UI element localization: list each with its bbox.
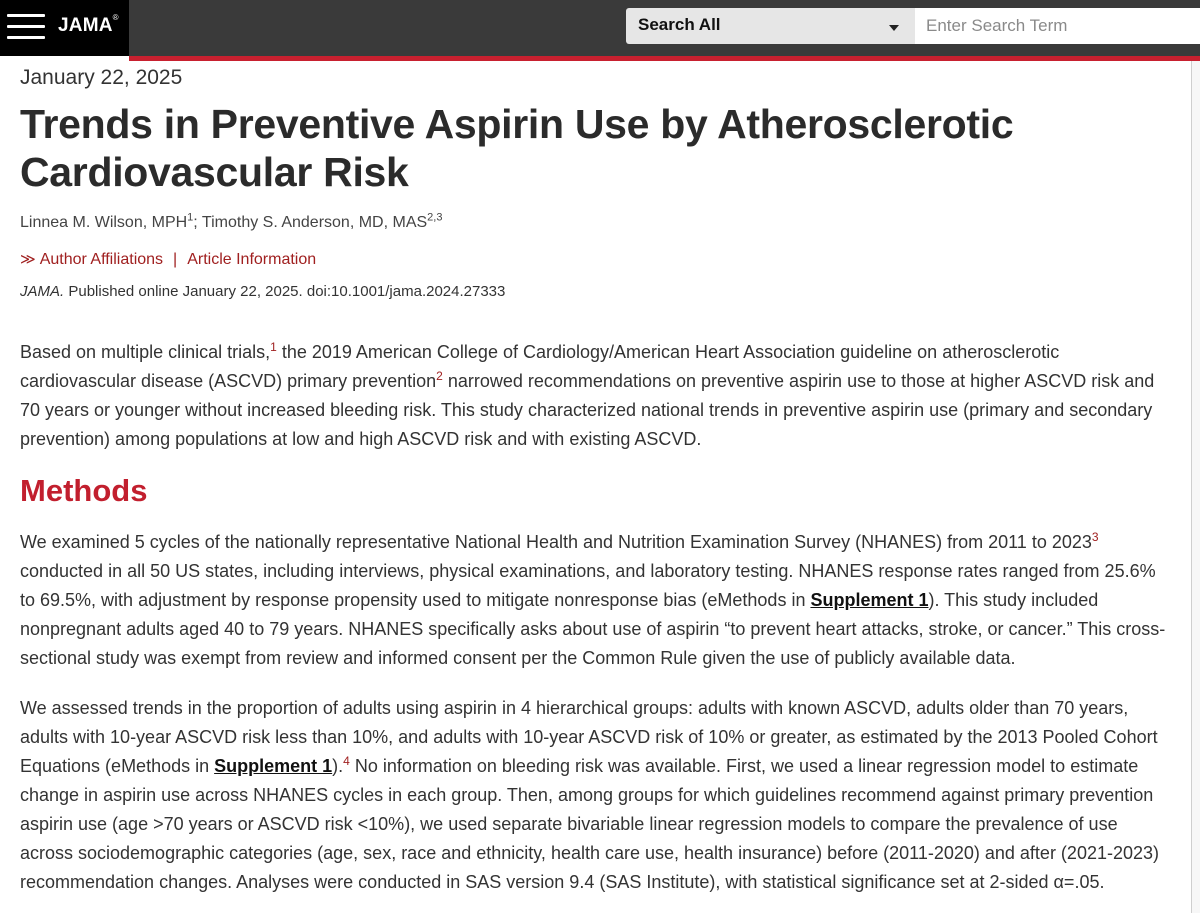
hamburger-menu-icon[interactable] [7,12,45,42]
supplement-link[interactable]: Supplement 1 [810,590,929,610]
methods-heading: Methods [20,473,148,508]
search-scope-label: Search All [638,15,721,34]
author-affiliations-link[interactable]: ≫ Author Affiliations [20,251,164,268]
citation-details: Published online January 22, 2025. doi:10.1001/jama.2024.27333 [64,283,506,300]
link-separator: | [173,251,178,268]
article-information-link[interactable]: Article Information [187,251,317,268]
top-navigation-bar [0,0,1200,56]
methods-paragraph: We assessed trends in the proportion of adults using aspirin in 4 hierarchical groups: adults with known ASCVD, adults older than 70 years, adults with 10-year ASCVD risk less than 10%, and adults with 10-year ASCVD risk of 10% or greater, as estimated by the 2013 Pooled Cohort Equations (eMethods in Supplement 1).$^4$ No information on bleeding risk was available. First, we used a linear regression model to estimate change in aspirin use across NHANES cycles in each group. Then, among groups for which guidelines recommend against primary prevention aspirin use (age >70 years or ASCVD risk <10%), we used separate bivariable linear regression models to compare the prevalence of use across sociodemographic categories (age, sex, race and ethnicity, health care use, health insurance) before (2011-2020) and after (2021-2023) recommendation changes. Analyses were conducted in SAS version 9.4 (SAS Institute), with statistical significance set at 2-sided α=.05. [20,698,1160,892]
jama-logo[interactable]: JAMA® [58,13,119,36]
header-accent-line [129,56,1200,61]
methods-paragraph: We examined 5 cycles of the nationally representative National Health and Nutrition Examination Survey (NHANES) from 2011 to 2023$^3$ conducted in all 50 US states, including interviews, physical examinations, and laboratory testing. NHANES response rates ranged from 25.6% to 69.5%, with adjustment by response propensity used to mitigate nonresponse bias (eMethods in Supplement 1). This study included nonpregnant adults aged 40 to 79 years. NHANES specifically asks about use of aspirin “to prevent heart attacks, stroke, or cancer.” This cross-sectional study was exempt from review and informed consent per the Common Rule given the use of publicly available data. [20,530,1166,668]
search-scope-dropdown[interactable] [626,8,915,44]
reference-link[interactable]: 3 [1091,530,1099,544]
article-title: Trends in Preventive Aspirin Use by Atherosclerotic Cardiovascular Risk [20,101,1014,195]
publication-date: January 22, 2025 [20,66,183,89]
intro-paragraph: Based on multiple clinical trials,$^1$ the 2019 American College of Cardiology/American Heart Association guideline on atherosclerotic cardiovascular disease (ASCVD) primary prevention$^2$ narrowed recommendations on preventive aspirin use to those at higher ASCVD risk and 70 years or younger without increased bleeding risk. This study characterized national trends in preventive aspirin use (primary and secondary prevention) among populations at low and high ASCVD risk and with existing ASCVD. [20,340,1155,449]
journal-name: JAMA. [20,283,65,300]
author-list: Linnea M. Wilson, MPH$^1$; Timothy S. Anderson, MD, MAS$^{2,3}$ [20,211,443,231]
scrollbar[interactable] [1191,61,1200,913]
author-name[interactable]: Linnea M. Wilson, MPH [20,214,188,231]
citation [20,283,505,300]
double-chevron-right-icon: ≫ [20,251,36,268]
article-links [20,250,316,269]
supplement-link[interactable]: Supplement 1 [214,756,333,776]
chevron-down-icon [889,25,899,31]
affiliation-ref[interactable]: 1 [187,211,194,224]
reference-link[interactable]: 1 [270,340,277,354]
search-input[interactable] [915,8,1200,44]
affiliation-ref[interactable]: 2,3 [427,211,443,224]
reference-link[interactable]: 4 [343,754,350,768]
brand-block [0,0,129,56]
reference-link[interactable]: 2 [436,369,443,383]
author-name[interactable]: Timothy S. Anderson, MD, MAS [201,214,428,231]
